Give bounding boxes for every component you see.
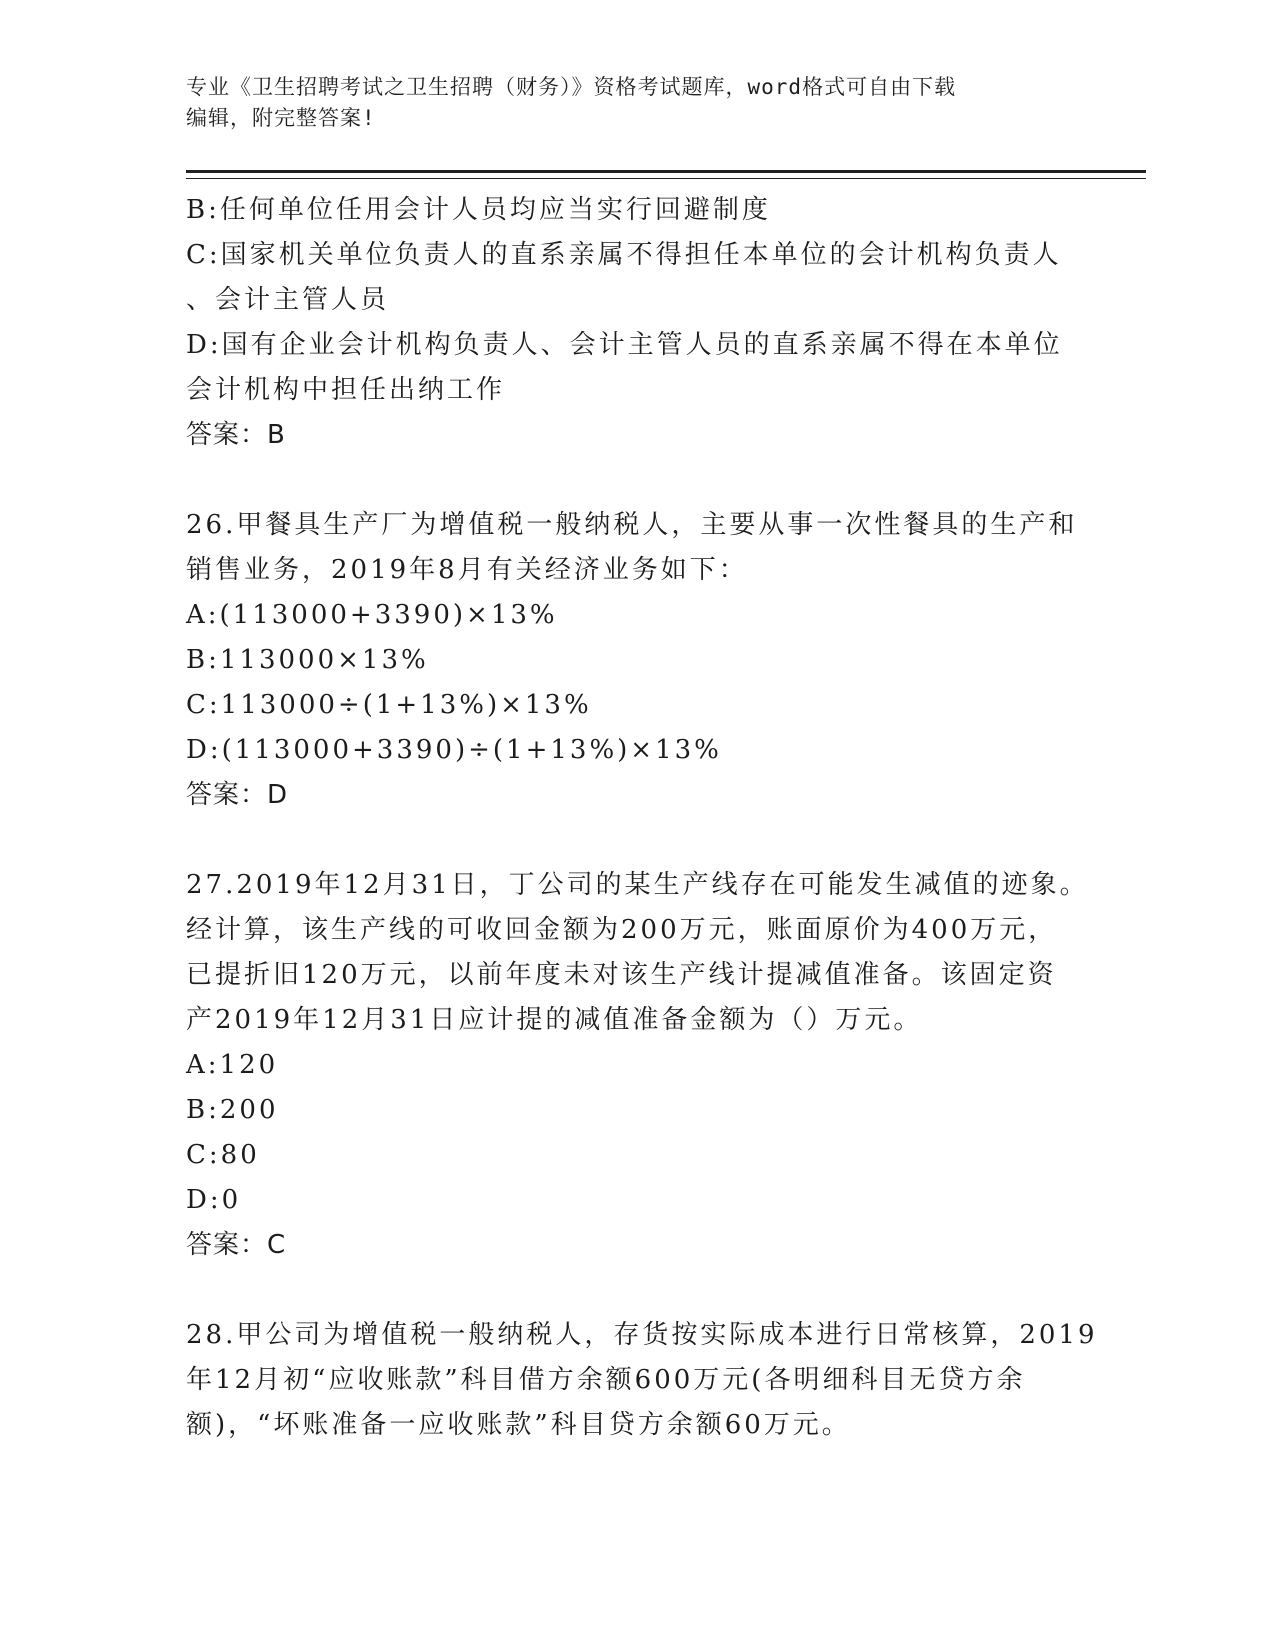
q26-option-c: C:113000÷(1+13%)×13%: [186, 690, 592, 720]
question-28: [186, 1313, 1098, 1448]
q28-stem-line-3: 额)，“坏账准备一应收账款”科目贷方余额60万元。: [186, 1410, 851, 1440]
q27-option-a: A:120: [186, 1050, 279, 1080]
question-25: [186, 188, 1086, 458]
q27-stem-line-3: 已提折旧120万元，以前年度未对该生产线计提减值准备。该固定资: [186, 960, 1057, 990]
q26-option-a: A:(113000+3390)×13%: [186, 600, 558, 630]
spacer: [186, 818, 1086, 863]
header-divider-thin: [186, 178, 1146, 179]
header-line-1: 专业《卫生招聘考试之卫生招聘（财务）》资格考试题库，word格式可自由下载: [186, 75, 957, 99]
q25-option-b: B:任何单位任用会计人员均应当实行回避制度: [186, 195, 771, 225]
q25-option-c-line-2: 、会计主管人员: [186, 285, 390, 315]
q25-option-d-line-2: 会计机构中担任出纳工作: [186, 375, 506, 405]
q26-answer: 答案：D: [186, 780, 289, 810]
q28-stem-line-2: 年12月初“应收账款”科目借方余额600万元(各明细科目无贷方余: [186, 1365, 1026, 1395]
q25-option-d-line-1: D:国有企业会计机构负责人、会计主管人员的直系亲属不得在本单位: [186, 330, 1063, 360]
q26-stem-line-2: 销售业务，2019年8月有关经济业务如下：: [186, 555, 748, 585]
q25-option-c-line-1: C:国家机关单位负责人的直系亲属不得担任本单位的会计机构负责人: [186, 240, 1062, 270]
header-line-2: 编辑，附完整答案!: [186, 106, 376, 130]
q26-option-d: D:(113000+3390)÷(1+13%)×13%: [186, 735, 722, 765]
q28-stem-line-1: 28.甲公司为增值税一般纳税人，存货按实际成本进行日常核算，2019: [186, 1320, 1098, 1350]
question-content: [186, 188, 1098, 1448]
q25-answer: 答案：B: [186, 420, 286, 450]
q27-stem-line-4: 产2019年12月31日应计提的减值准备金额为（）万元。: [186, 1005, 923, 1035]
header-divider-thick: [186, 170, 1146, 173]
q27-option-d: D:0: [186, 1185, 242, 1215]
q26-option-b: B:113000×13%: [186, 645, 429, 675]
spacer: [186, 458, 1086, 503]
question-26: [186, 503, 1086, 818]
q27-option-c: C:80: [186, 1140, 260, 1170]
q27-option-b: B:200: [186, 1095, 279, 1125]
q27-stem-line-2: 经计算，该生产线的可收回金额为200万元，账面原价为400万元，: [186, 915, 1058, 945]
spacer: [186, 1268, 1086, 1313]
q27-stem-line-1: 27.2019年12月31日，丁公司的某生产线存在可能发生减值的迹象。: [186, 870, 1089, 900]
q26-stem-line-1: 26.甲餐具生产厂为增值税一般纳税人，主要从事一次性餐具的生产和: [186, 510, 1078, 540]
document-header: [186, 72, 1086, 134]
question-27: [186, 863, 1089, 1268]
q27-answer: 答案：C: [186, 1230, 287, 1260]
